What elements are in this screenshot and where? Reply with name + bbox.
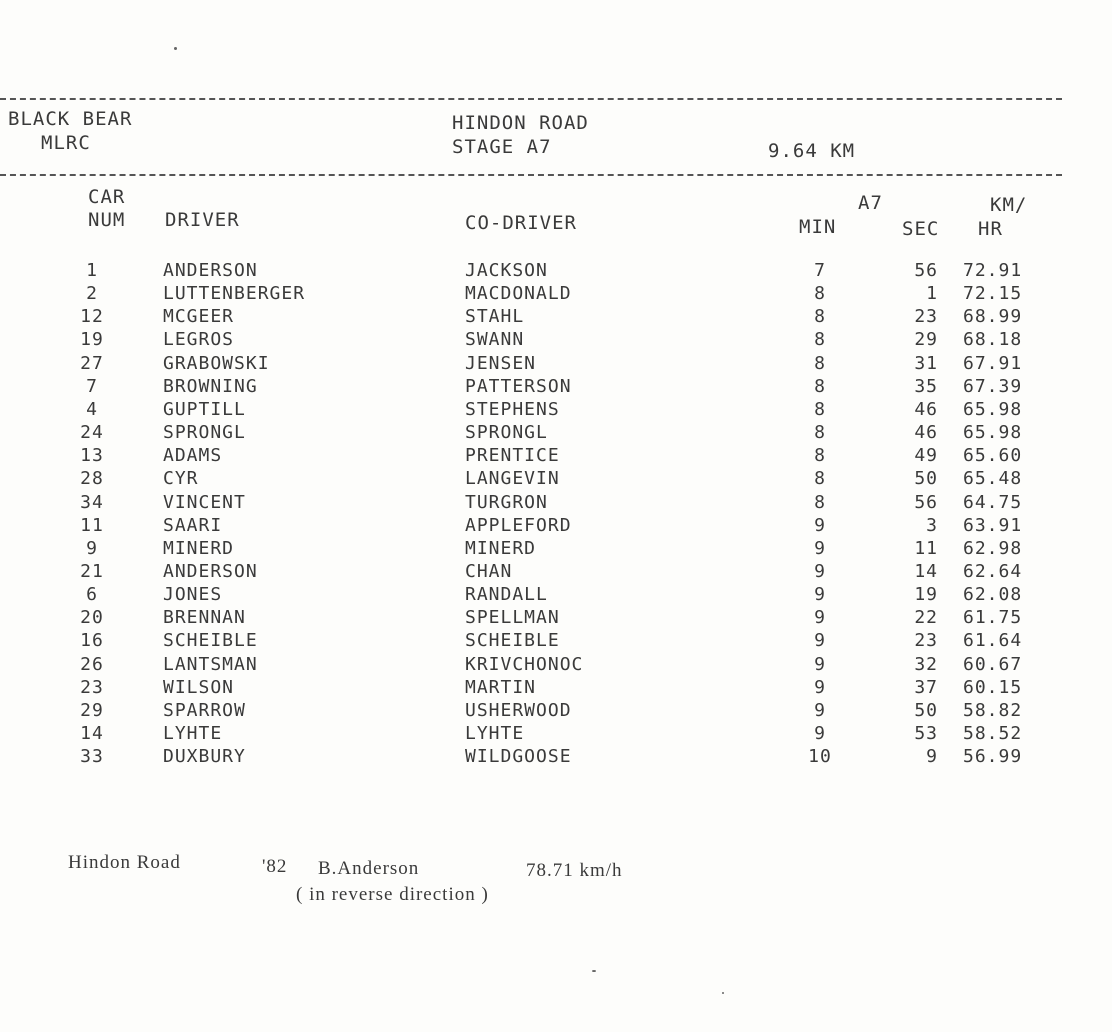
record-holder: B.Anderson xyxy=(318,858,420,879)
speed-kmh: 72.91 xyxy=(963,260,1023,281)
time-min: 9 xyxy=(814,699,826,721)
table-row xyxy=(0,422,1112,445)
co-driver-name: STAHL xyxy=(465,306,525,328)
speed-kmh: 67.91 xyxy=(963,352,1023,374)
speed-kmh: 62.64 xyxy=(963,560,1023,582)
car-number: 27 xyxy=(80,352,104,374)
speed-kmh: 68.18 xyxy=(963,329,1023,351)
time-sec: 50 xyxy=(914,699,938,721)
time-sec: 56 xyxy=(914,491,938,513)
speed-kmh: 65.48 xyxy=(963,468,1023,490)
table-row xyxy=(0,283,1112,306)
table-row xyxy=(0,306,1112,329)
driver-name: GRABOWSKI xyxy=(163,352,270,374)
time-min: 9 xyxy=(814,653,826,675)
record-speed: 78.71 km/h xyxy=(526,860,623,881)
driver-name: MCGEER xyxy=(163,306,235,328)
driver-name: LANTSMAN xyxy=(163,653,258,675)
table-row xyxy=(0,538,1112,561)
car-number: 7 xyxy=(86,375,98,397)
time-min: 8 xyxy=(814,491,826,513)
co-driver-name: WILDGOOSE xyxy=(465,746,572,768)
stage-road: HINDON ROAD xyxy=(452,112,589,134)
co-driver-name: APPLEFORD xyxy=(465,514,572,536)
driver-name: LYHTE xyxy=(163,723,223,744)
driver-name: SPARROW xyxy=(163,699,246,721)
time-min: 9 xyxy=(814,560,826,582)
time-sec: 49 xyxy=(914,445,938,467)
car-number: 14 xyxy=(80,723,104,744)
driver-name: DUXBURY xyxy=(163,746,246,768)
table-row xyxy=(0,700,1112,723)
record-note: ( in reverse direction ) xyxy=(296,884,489,905)
co-driver-name: MARTIN xyxy=(465,676,537,698)
car-number: 33 xyxy=(80,746,104,768)
time-sec: 23 xyxy=(914,630,938,652)
speed-kmh: 60.15 xyxy=(963,676,1023,698)
time-sec: 3 xyxy=(926,514,938,536)
time-sec: 50 xyxy=(914,468,938,490)
car-number: 26 xyxy=(80,653,104,675)
driver-name: BRENNAN xyxy=(163,607,246,629)
speed-kmh: 56.99 xyxy=(963,746,1023,768)
table-row xyxy=(0,561,1112,584)
co-driver-name: LANGEVIN xyxy=(465,468,560,490)
co-driver-name: LYHTE xyxy=(465,723,525,744)
car-number: 1 xyxy=(86,260,98,281)
time-min: 8 xyxy=(814,352,826,374)
co-driver-name: JACKSON xyxy=(465,260,548,281)
col-car-label: CAR xyxy=(88,186,126,208)
time-sec: 32 xyxy=(914,653,938,675)
table-row xyxy=(0,746,1112,769)
time-sec: 35 xyxy=(914,375,938,397)
time-min: 8 xyxy=(814,422,826,444)
time-min: 9 xyxy=(814,723,826,744)
car-number: 34 xyxy=(80,491,104,513)
table-row xyxy=(0,492,1112,515)
club-abbrev: MLRC xyxy=(41,132,91,154)
driver-name: LEGROS xyxy=(163,329,235,351)
driver-name: SAARI xyxy=(163,514,223,536)
driver-name: CYR xyxy=(163,468,199,490)
col-sec-label: SEC xyxy=(902,218,940,240)
time-sec: 11 xyxy=(914,537,938,559)
time-min: 9 xyxy=(814,676,826,698)
time-min: 8 xyxy=(814,329,826,351)
co-driver-name: SPRONGL xyxy=(465,422,548,444)
driver-name: GUPTILL xyxy=(163,398,246,420)
driver-name: JONES xyxy=(163,584,223,606)
time-min: 8 xyxy=(814,306,826,328)
car-number: 12 xyxy=(80,306,104,328)
driver-name: VINCENT xyxy=(163,491,246,513)
speed-kmh: 72.15 xyxy=(963,283,1023,305)
co-driver-name: SWANN xyxy=(465,329,525,351)
co-driver-name: USHERWOOD xyxy=(465,699,572,721)
table-row xyxy=(0,445,1112,468)
co-driver-name: RANDALL xyxy=(465,584,548,606)
table-row xyxy=(0,260,1112,283)
driver-name: SCHEIBLE xyxy=(163,630,258,652)
car-number: 4 xyxy=(86,398,98,420)
time-sec: 37 xyxy=(914,676,938,698)
speed-kmh: 61.64 xyxy=(963,630,1023,652)
speed-kmh: 62.08 xyxy=(963,584,1023,606)
table-row xyxy=(0,329,1112,352)
header-divider xyxy=(0,174,1062,176)
time-min: 9 xyxy=(814,630,826,652)
co-driver-name: KRIVCHONOC xyxy=(465,653,584,675)
car-number: 24 xyxy=(80,422,104,444)
time-sec: 31 xyxy=(914,352,938,374)
speck xyxy=(174,47,177,50)
driver-name: LUTTENBERGER xyxy=(163,283,306,305)
stage-name: STAGE A7 xyxy=(452,136,552,158)
car-number: 9 xyxy=(86,537,98,559)
time-sec: 53 xyxy=(914,723,938,744)
co-driver-name: PATTERSON xyxy=(465,375,572,397)
car-number: 28 xyxy=(80,468,104,490)
col-codriver-label: CO-DRIVER xyxy=(465,212,577,234)
car-number: 6 xyxy=(86,584,98,606)
car-number: 11 xyxy=(80,514,104,536)
time-min: 8 xyxy=(814,398,826,420)
co-driver-name: TURGRON xyxy=(465,491,548,513)
table-row xyxy=(0,584,1112,607)
time-sec: 46 xyxy=(914,422,938,444)
co-driver-name: SCHEIBLE xyxy=(465,630,560,652)
time-sec: 23 xyxy=(914,306,938,328)
time-min: 9 xyxy=(814,607,826,629)
time-min: 8 xyxy=(814,375,826,397)
car-number: 21 xyxy=(80,560,104,582)
co-driver-name: PRENTICE xyxy=(465,445,560,467)
time-min: 9 xyxy=(814,584,826,606)
car-number: 2 xyxy=(86,283,98,305)
speed-kmh: 65.60 xyxy=(963,445,1023,467)
table-row xyxy=(0,468,1112,491)
time-min: 10 xyxy=(808,746,832,768)
time-sec: 19 xyxy=(914,584,938,606)
table-row xyxy=(0,515,1112,538)
speed-kmh: 65.98 xyxy=(963,422,1023,444)
speed-kmh: 68.99 xyxy=(963,306,1023,328)
table-row xyxy=(0,723,1112,746)
top-divider xyxy=(0,98,1062,100)
record-year: '82 xyxy=(262,856,288,877)
stage-distance: 9.64 KM xyxy=(768,140,856,162)
speck xyxy=(592,970,596,972)
co-driver-name: SPELLMAN xyxy=(465,607,560,629)
car-number: 29 xyxy=(80,699,104,721)
driver-name: ANDERSON xyxy=(163,560,258,582)
co-driver-name: STEPHENS xyxy=(465,398,560,420)
driver-name: MINERD xyxy=(163,537,235,559)
co-driver-name: MACDONALD xyxy=(465,283,572,305)
speed-kmh: 58.52 xyxy=(963,723,1023,744)
time-sec: 46 xyxy=(914,398,938,420)
table-row xyxy=(0,630,1112,653)
driver-name: WILSON xyxy=(163,676,235,698)
time-min: 7 xyxy=(814,260,826,281)
record-road: Hindon Road xyxy=(68,852,181,873)
car-number: 16 xyxy=(80,630,104,652)
speck xyxy=(722,992,724,994)
col-stage-label: A7 xyxy=(858,192,883,214)
car-number: 20 xyxy=(80,607,104,629)
time-sec: 29 xyxy=(914,329,938,351)
car-number: 19 xyxy=(80,329,104,351)
col-num-label: NUM xyxy=(88,209,126,231)
speed-kmh: 67.39 xyxy=(963,375,1023,397)
driver-name: SPRONGL xyxy=(163,422,246,444)
co-driver-name: CHAN xyxy=(465,560,513,582)
time-min: 8 xyxy=(814,445,826,467)
time-sec: 9 xyxy=(926,746,938,768)
speed-kmh: 62.98 xyxy=(963,537,1023,559)
speed-kmh: 60.67 xyxy=(963,653,1023,675)
time-sec: 1 xyxy=(926,283,938,305)
col-driver-label: DRIVER xyxy=(165,209,240,231)
table-row xyxy=(0,353,1112,376)
table-row xyxy=(0,376,1112,399)
table-row xyxy=(0,654,1112,677)
co-driver-name: MINERD xyxy=(465,537,537,559)
co-driver-name: JENSEN xyxy=(465,352,537,374)
speed-kmh: 65.98 xyxy=(963,398,1023,420)
table-row xyxy=(0,677,1112,700)
speed-kmh: 61.75 xyxy=(963,607,1023,629)
table-row xyxy=(0,607,1112,630)
speed-kmh: 58.82 xyxy=(963,699,1023,721)
col-min-label: MIN xyxy=(799,216,837,238)
time-min: 9 xyxy=(814,514,826,536)
time-sec: 56 xyxy=(914,260,938,281)
speed-kmh: 63.91 xyxy=(963,514,1023,536)
time-min: 8 xyxy=(814,468,826,490)
time-sec: 22 xyxy=(914,607,938,629)
time-min: 9 xyxy=(814,537,826,559)
car-number: 23 xyxy=(80,676,104,698)
driver-name: BROWNING xyxy=(163,375,258,397)
driver-name: ANDERSON xyxy=(163,260,258,281)
driver-name: ADAMS xyxy=(163,445,223,467)
time-min: 8 xyxy=(814,283,826,305)
time-sec: 14 xyxy=(914,560,938,582)
car-number: 13 xyxy=(80,445,104,467)
table-row xyxy=(0,399,1112,422)
speed-kmh: 64.75 xyxy=(963,491,1023,513)
col-kmh-label-bottom: HR xyxy=(978,218,1003,240)
col-kmh-label-top: KM/ xyxy=(990,194,1028,216)
club-name: BLACK BEAR xyxy=(8,108,133,130)
